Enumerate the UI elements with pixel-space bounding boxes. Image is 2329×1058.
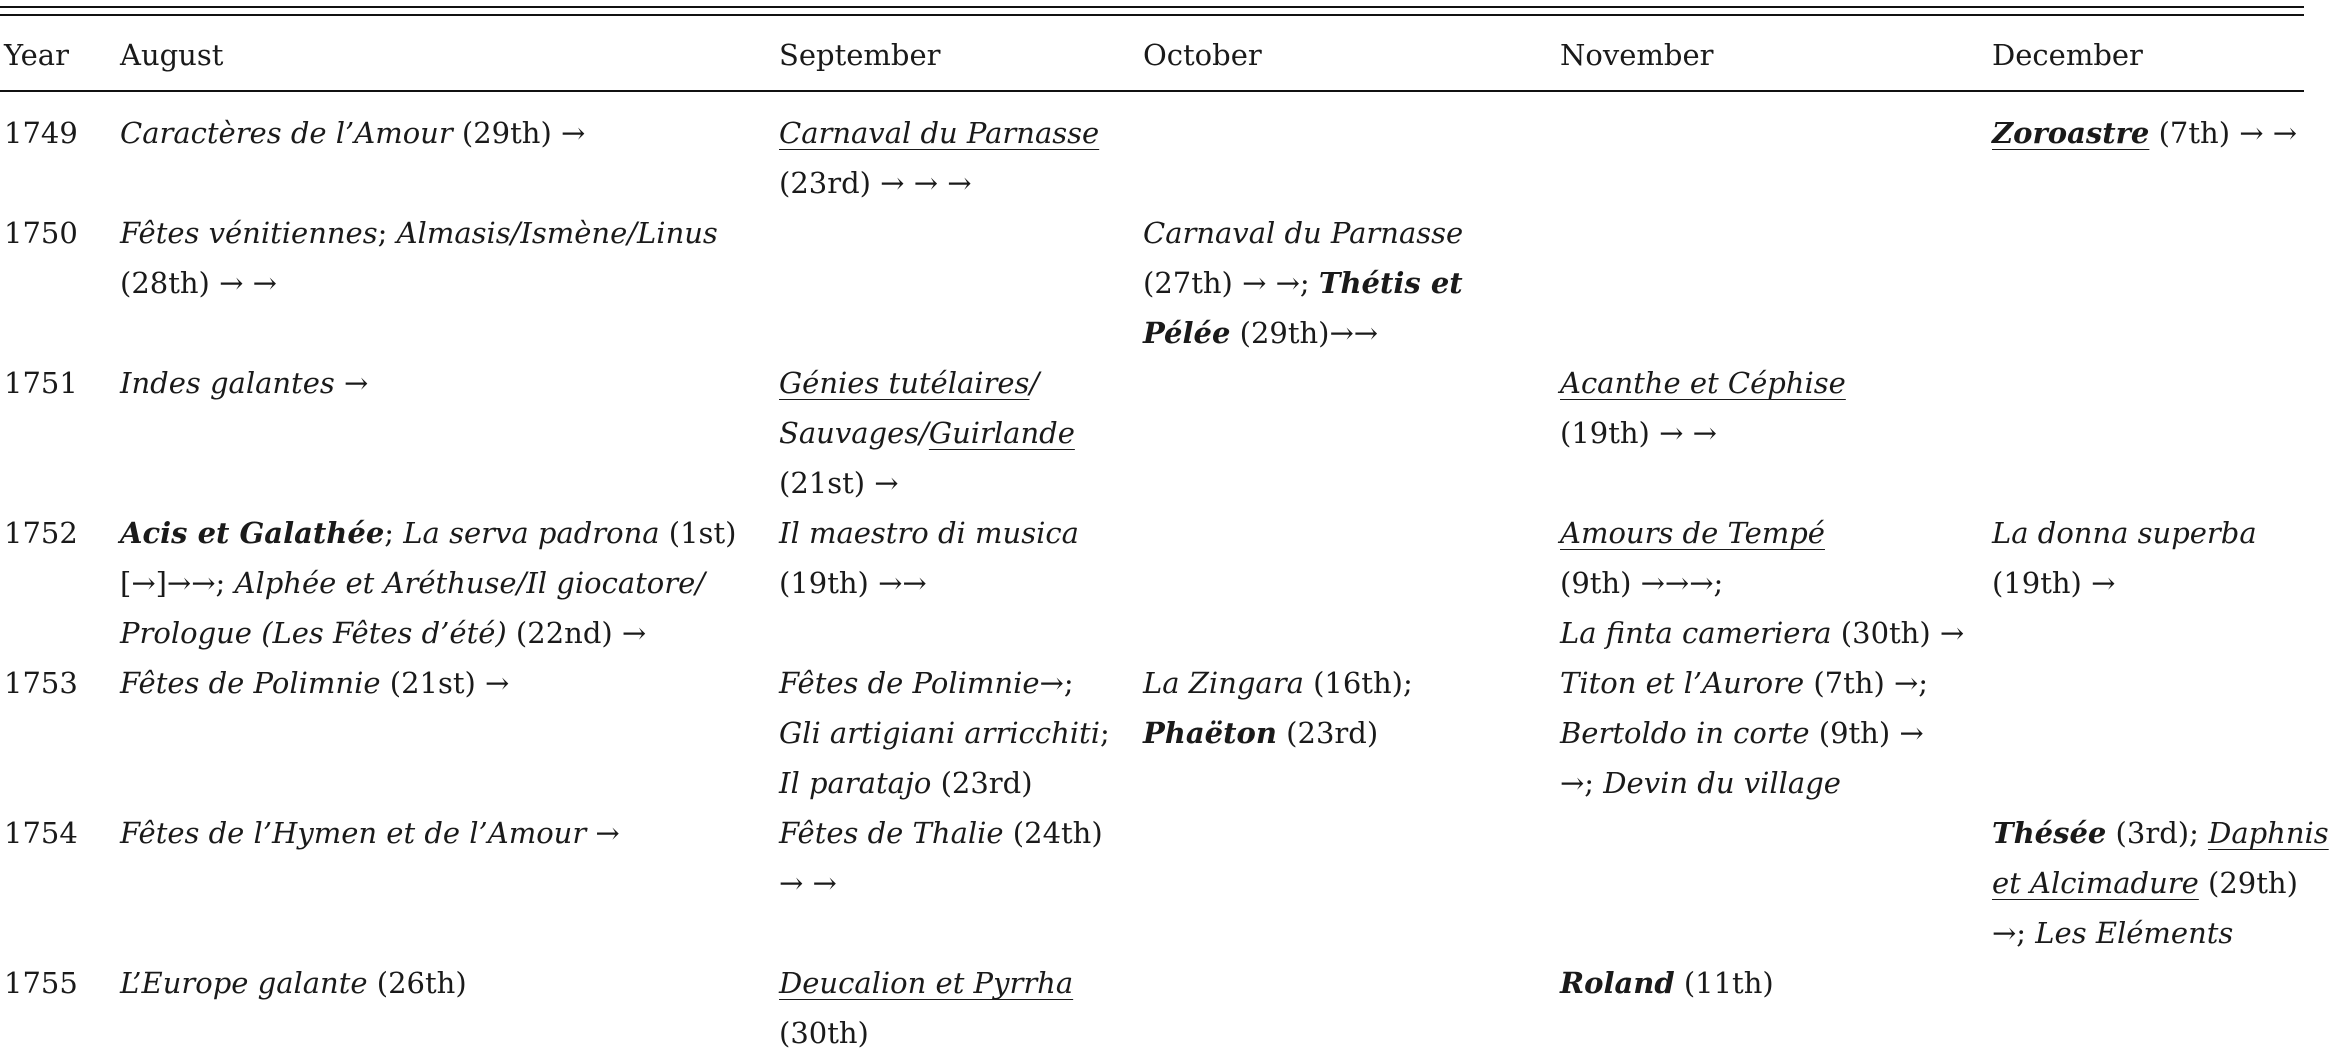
- cell-1752-november: Amours de Tempé (9th) →→→; La finta cameriera (30th) →: [1560, 516, 1965, 650]
- top-rule-inner: [0, 14, 2304, 16]
- year-cell: 1753: [4, 666, 78, 700]
- cell-1755-august: L’Europe galante (26th): [120, 966, 467, 1000]
- cell-1751-november: Acanthe et Céphise (19th) → →: [1560, 366, 1846, 450]
- cell-1749-september: Carnaval du Parnasse (23rd) → → →: [779, 116, 1100, 200]
- header-november: November: [1560, 38, 1714, 72]
- top-rule: [0, 6, 2304, 8]
- cell-1753-november: Titon et l’Aurore (7th) →; Bertoldo in corte (9th) → →; Devin du village: [1560, 666, 1929, 800]
- cell-1750-august: Fêtes vénitiennes; Almasis/Ismène/Linus (28th) → →: [120, 216, 718, 300]
- cell-1750-october: Carnaval du Parnasse (27th) → →; Thétis et Pélée (29th)→→: [1143, 216, 1464, 350]
- cell-1753-august: Fêtes de Polimnie (21st) →: [120, 666, 510, 700]
- cell-1754-september: Fêtes de Thalie (24th) → →: [779, 816, 1103, 900]
- cell-1753-october: La Zingara (16th); Phaëton (23rd): [1143, 666, 1413, 750]
- header-september: September: [779, 38, 941, 72]
- header-rule: [0, 90, 2304, 92]
- year-cell: 1755: [4, 966, 78, 1000]
- header-august: August: [120, 38, 224, 72]
- cell-1752-september: Il maestro di musica (19th) →→: [779, 516, 1079, 600]
- header-october: October: [1143, 38, 1262, 72]
- cell-1755-november: Roland (11th): [1560, 966, 1774, 1000]
- year-cell: 1754: [4, 816, 78, 850]
- cell-1751-september: Génies tutélaires/ Sauvages/Guirlande (21st) →: [779, 366, 1075, 500]
- year-cell: 1752: [4, 516, 78, 550]
- header-december: December: [1992, 38, 2143, 72]
- cell-1749-august: Caractères de l’Amour (29th) →: [120, 116, 586, 150]
- cell-1753-september: Fêtes de Polimnie→; Gli artigiani arricchiti; Il paratajo (23rd): [779, 666, 1110, 800]
- year-cell: 1751: [4, 366, 78, 400]
- cell-1754-august: Fêtes de l’Hymen et de l’Amour →: [120, 816, 620, 850]
- header-year: Year: [4, 38, 69, 72]
- cell-1752-august: Acis et Galathée; La serva padrona (1st) [→]→→; Alphée et Aréthuse/Il giocatore/ Prologue (Les Fêtes d’été) (22nd) →: [120, 516, 737, 650]
- year-cell: 1749: [4, 116, 78, 150]
- cell-1752-december: La donna superba (19th) →: [1992, 516, 2257, 600]
- cell-1749-december: Zoroastre (7th) → →: [1992, 116, 2298, 150]
- cell-1755-september: Deucalion et Pyrrha (30th): [779, 966, 1074, 1050]
- cell-1751-august: Indes galantes →: [120, 366, 369, 400]
- cell-1754-december: Thésée (3rd); Daphnis et Alcimadure (29th) →; Les Eléments: [1992, 816, 2329, 950]
- year-cell: 1750: [4, 216, 78, 250]
